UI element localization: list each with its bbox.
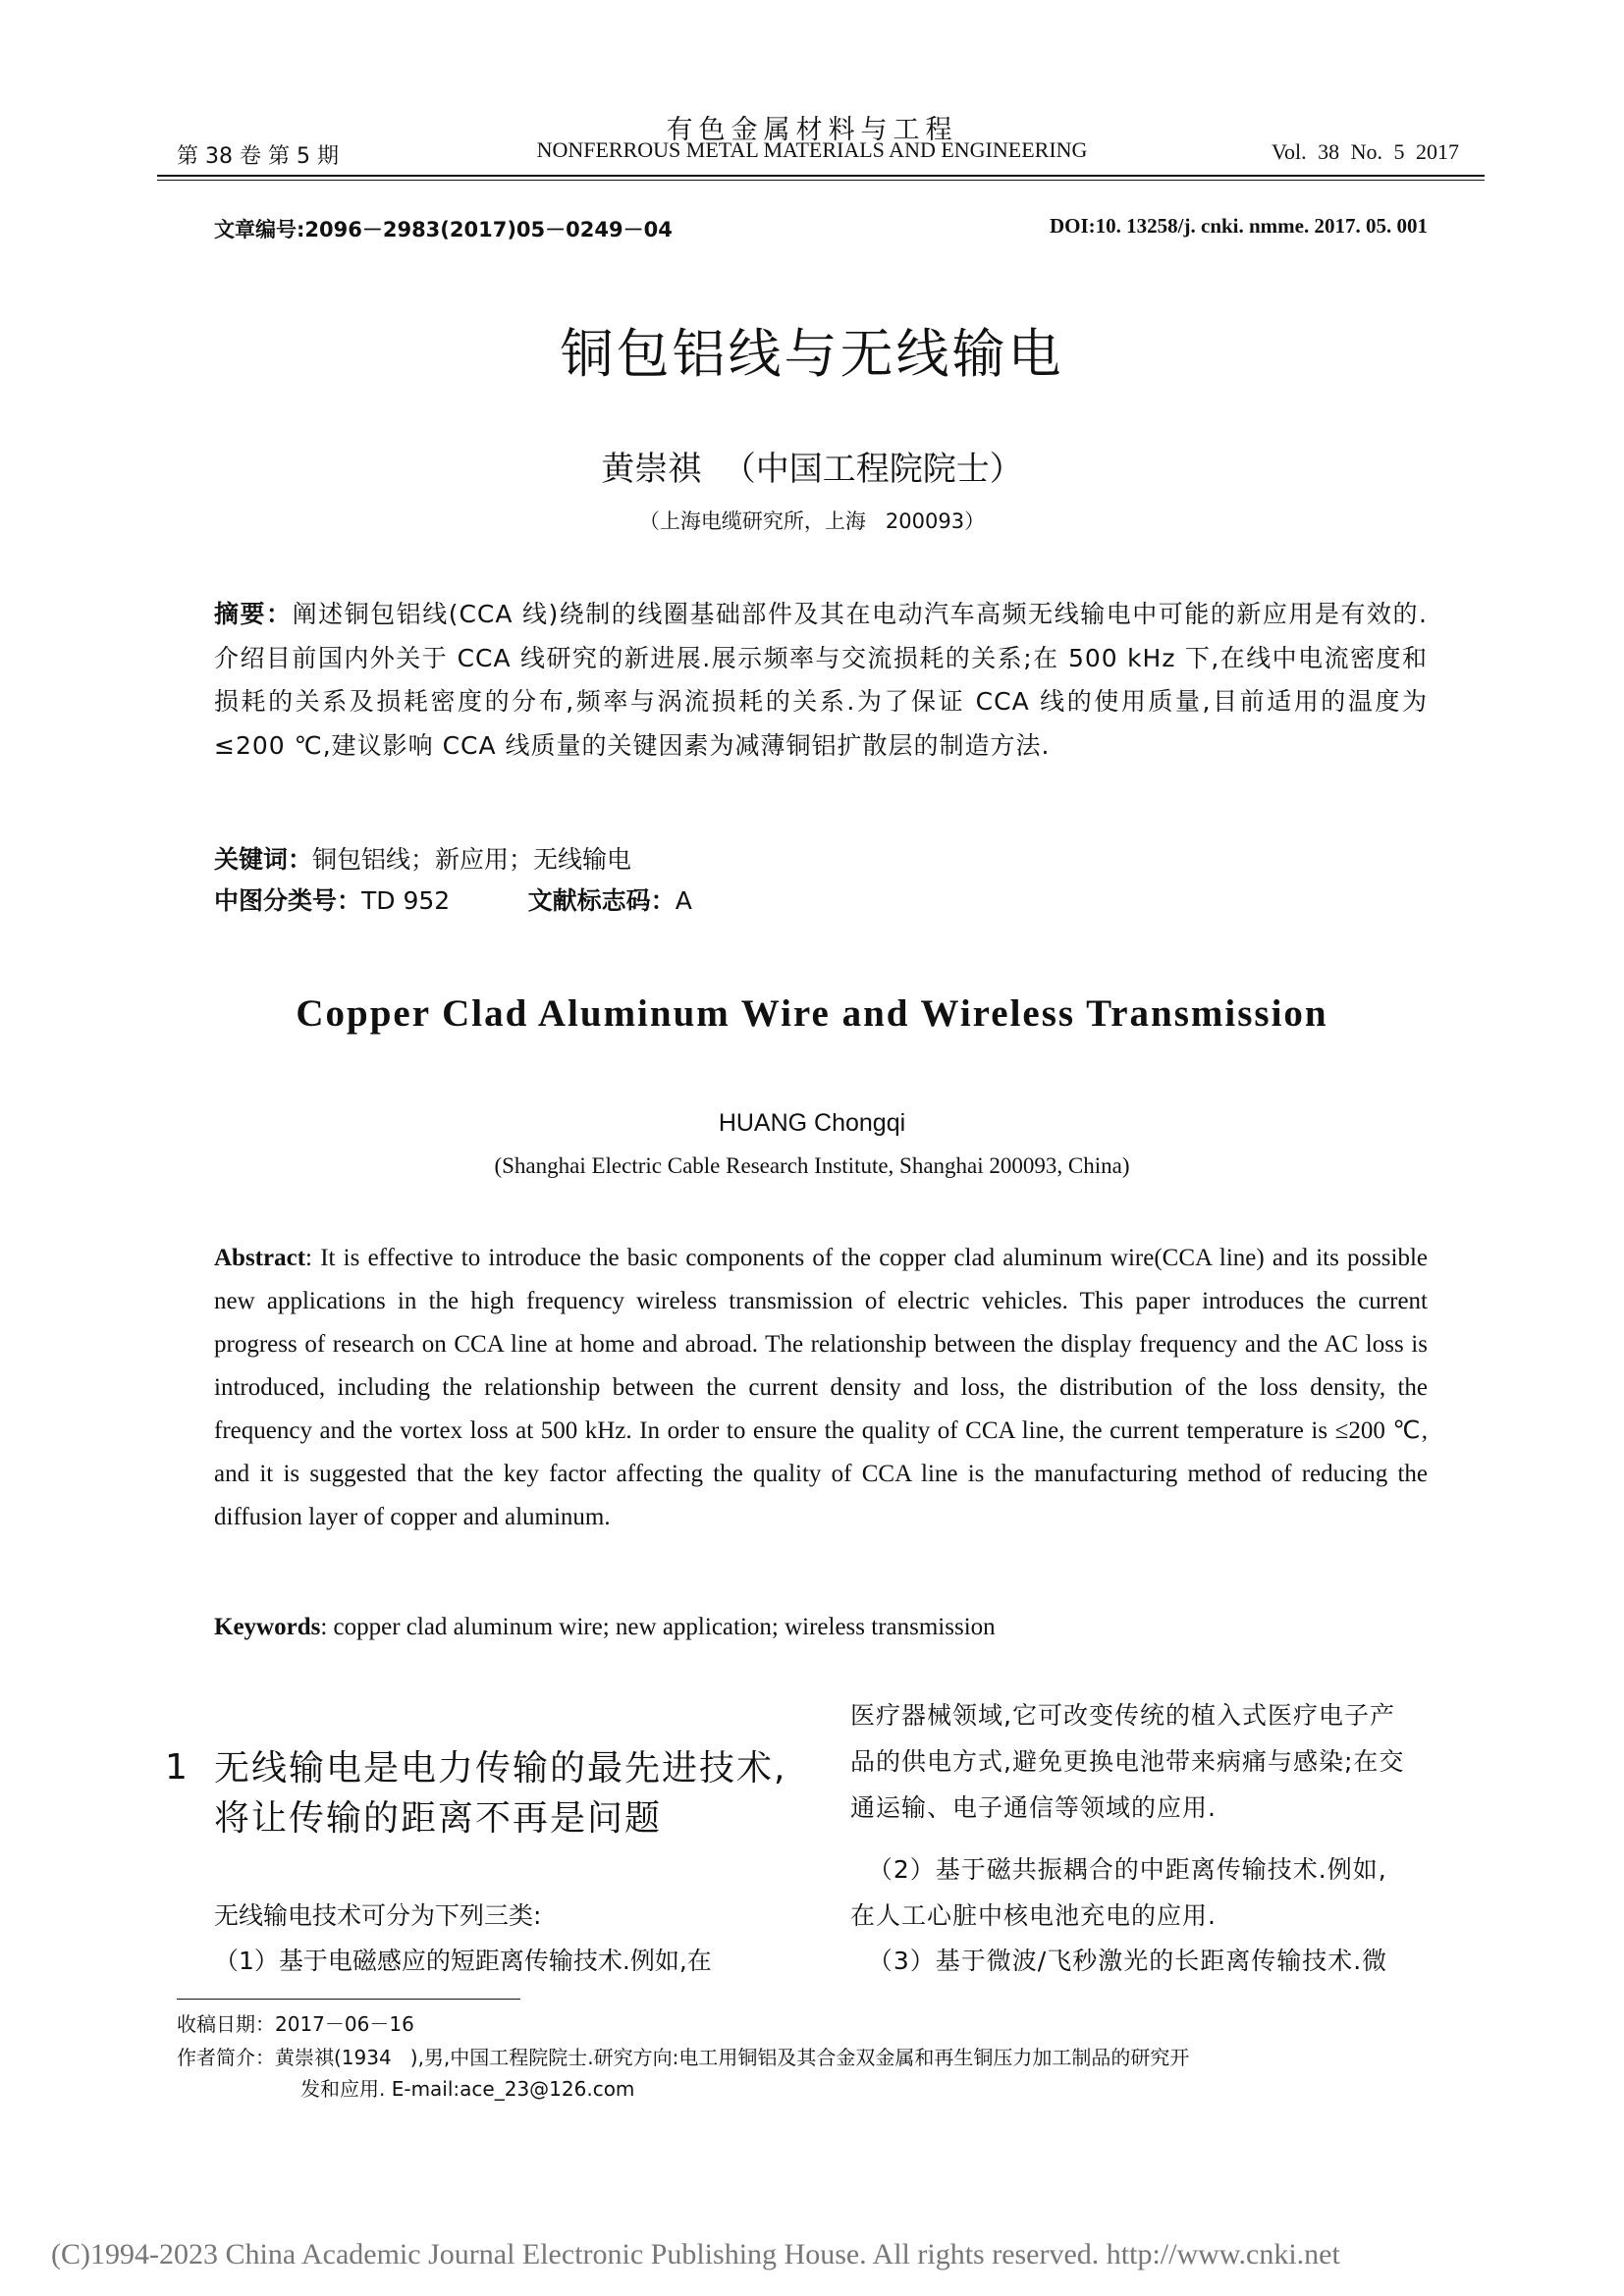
author-cn: 黄崇祺 （中国工程院院士） [601, 450, 1023, 489]
abstract-en [214, 1237, 1428, 1539]
abstract-cn [214, 593, 1428, 768]
author-en: HUANG Chongqi [718, 1109, 906, 1137]
section-number: 1 [165, 1747, 188, 1788]
article-number: 文章编号:2096－2983(2017)05－0249－04 [214, 218, 673, 241]
classification-value: TD 952 [361, 886, 451, 915]
right-col-line-2: 品的供电方式,避免更换电池带来病痛与感染;在交 [850, 1747, 1405, 1776]
journal-title-en: NONFERROUS METAL MATERIALS AND ENGINEERING [536, 137, 1088, 162]
footnote-received: 收稿日期：2017－06－16 [177, 2012, 414, 2036]
copyright-footer: (C)1994-2023 China Academic Journal Electronic Publishing House. All rights reserved. http://www.cnki.net [51, 2238, 1340, 2270]
issue-en: Vol. 38 No. 5 2017 [1271, 139, 1459, 164]
right-col-line-1: 医疗器械领域,它可改变传统的植入式医疗电子产 [850, 1701, 1395, 1730]
title-cn: 铜包铝线与无线输电 [560, 323, 1064, 385]
abstract-en-text: : It is effective to introduce the basic components of the copper clad aluminum wire(CCA line) and its possible new applications in the high frequency wireless transmission of electric vehicles. This paper introduces the current progress of research on CCA line at home and abroad. The relationship between the display frequency and the AC loss is introduced, including the relationship between the current density and loss, the distribution of the loss density, the frequency and the vortex loss at 500 kHz. In order to ensure the quality of CCA line, the current temperature is ≤200 ℃, and it is suggested that the key factor affecting the quality of CCA line is the manufacturing method of reducing the diffusion layer of copper and aluminum. [214, 1245, 1428, 1530]
issue-cn: 第 38 卷 第 5 期 [177, 144, 339, 169]
left-paragraph-2: （1）基于电磁感应的短距离传输技术.例如,在 [214, 1947, 712, 1975]
left-paragraph-1: 无线输电技术可分为下列三类: [214, 1901, 542, 1930]
header-rule [157, 175, 1485, 177]
abstract-cn-text: 阐述铜包铝线(CCA 线)绕制的线圈基础部件及其在电动汽车高频无线输电中可能的新应用是有效的.介绍目前国内外关于 CCA 线研究的新进展.展示频率与交流损耗的关系;在 500 kHz 下,在线中电流密度和损耗的关系及损耗密度的分布,频率与涡流损耗的关系.为了保证 CCA 线的使用质量,目前适用的温度为≤200 ℃,建议影响 CCA 线质量的关键因素为减薄铜铝扩散层的制造方法. [214, 600, 1428, 760]
abstract-en-label: Abstract [214, 1245, 306, 1271]
footnote-rule [177, 1999, 520, 2000]
keywords-cn-text: 铜包铝线；新应用；无线输电 [312, 845, 632, 874]
affiliation-cn: （上海电缆研究所，上海 200093） [638, 509, 986, 533]
doc-code-label: 文献标志码： [527, 886, 676, 915]
section-title: 无线输电是电力传输的最先进技术,将让传输的距离不再是问题 [214, 1748, 787, 1839]
right-col-line-3: 通运输、电子通信等领域的应用. [850, 1793, 1217, 1822]
right-col-line-5: 在人工心脏中核电池充电的应用. [850, 1901, 1217, 1930]
right-col-line-6: （3）基于微波/飞秒激光的长距离传输技术.微 [850, 1947, 1388, 1975]
classification-line [214, 881, 692, 917]
header-rule-thin [157, 180, 1485, 181]
doi: DOI:10. 13258/j. cnki. nmme. 2017. 05. 001 [1050, 214, 1428, 238]
abstract-cn-label: 摘要： [214, 600, 293, 628]
right-col-line-4: （2）基于磁共振耦合的中距离传输技术.例如, [850, 1855, 1387, 1884]
keywords-en-text: : copper clad aluminum wire; new application; wireless transmission [320, 1614, 996, 1640]
keywords-en-label: Keywords [214, 1614, 321, 1640]
doc-code-value: A [675, 886, 692, 915]
classification-label: 中图分类号： [214, 886, 362, 915]
footnote-bio-2: 发和应用. E-mail:ace_23@126.com [300, 2077, 635, 2101]
journal-title-cn: 有色金属材料与工程 [666, 115, 958, 145]
keywords-en [214, 1614, 996, 1641]
affiliation-en: (Shanghai Electric Cable Research Institute, Shanghai 200093, China) [494, 1153, 1130, 1178]
footnote-bio-1: 作者简介：黄崇祺(1934 ),男,中国工程院院士.研究方向:电工用铜铝及其合金双金属和再生铜压力加工制品的研究开 [177, 2046, 1190, 2069]
title-en: Copper Clad Aluminum Wire and Wireless Transmission [296, 992, 1328, 1035]
keywords-cn [214, 840, 631, 876]
keywords-cn-label: 关键词： [214, 845, 313, 874]
